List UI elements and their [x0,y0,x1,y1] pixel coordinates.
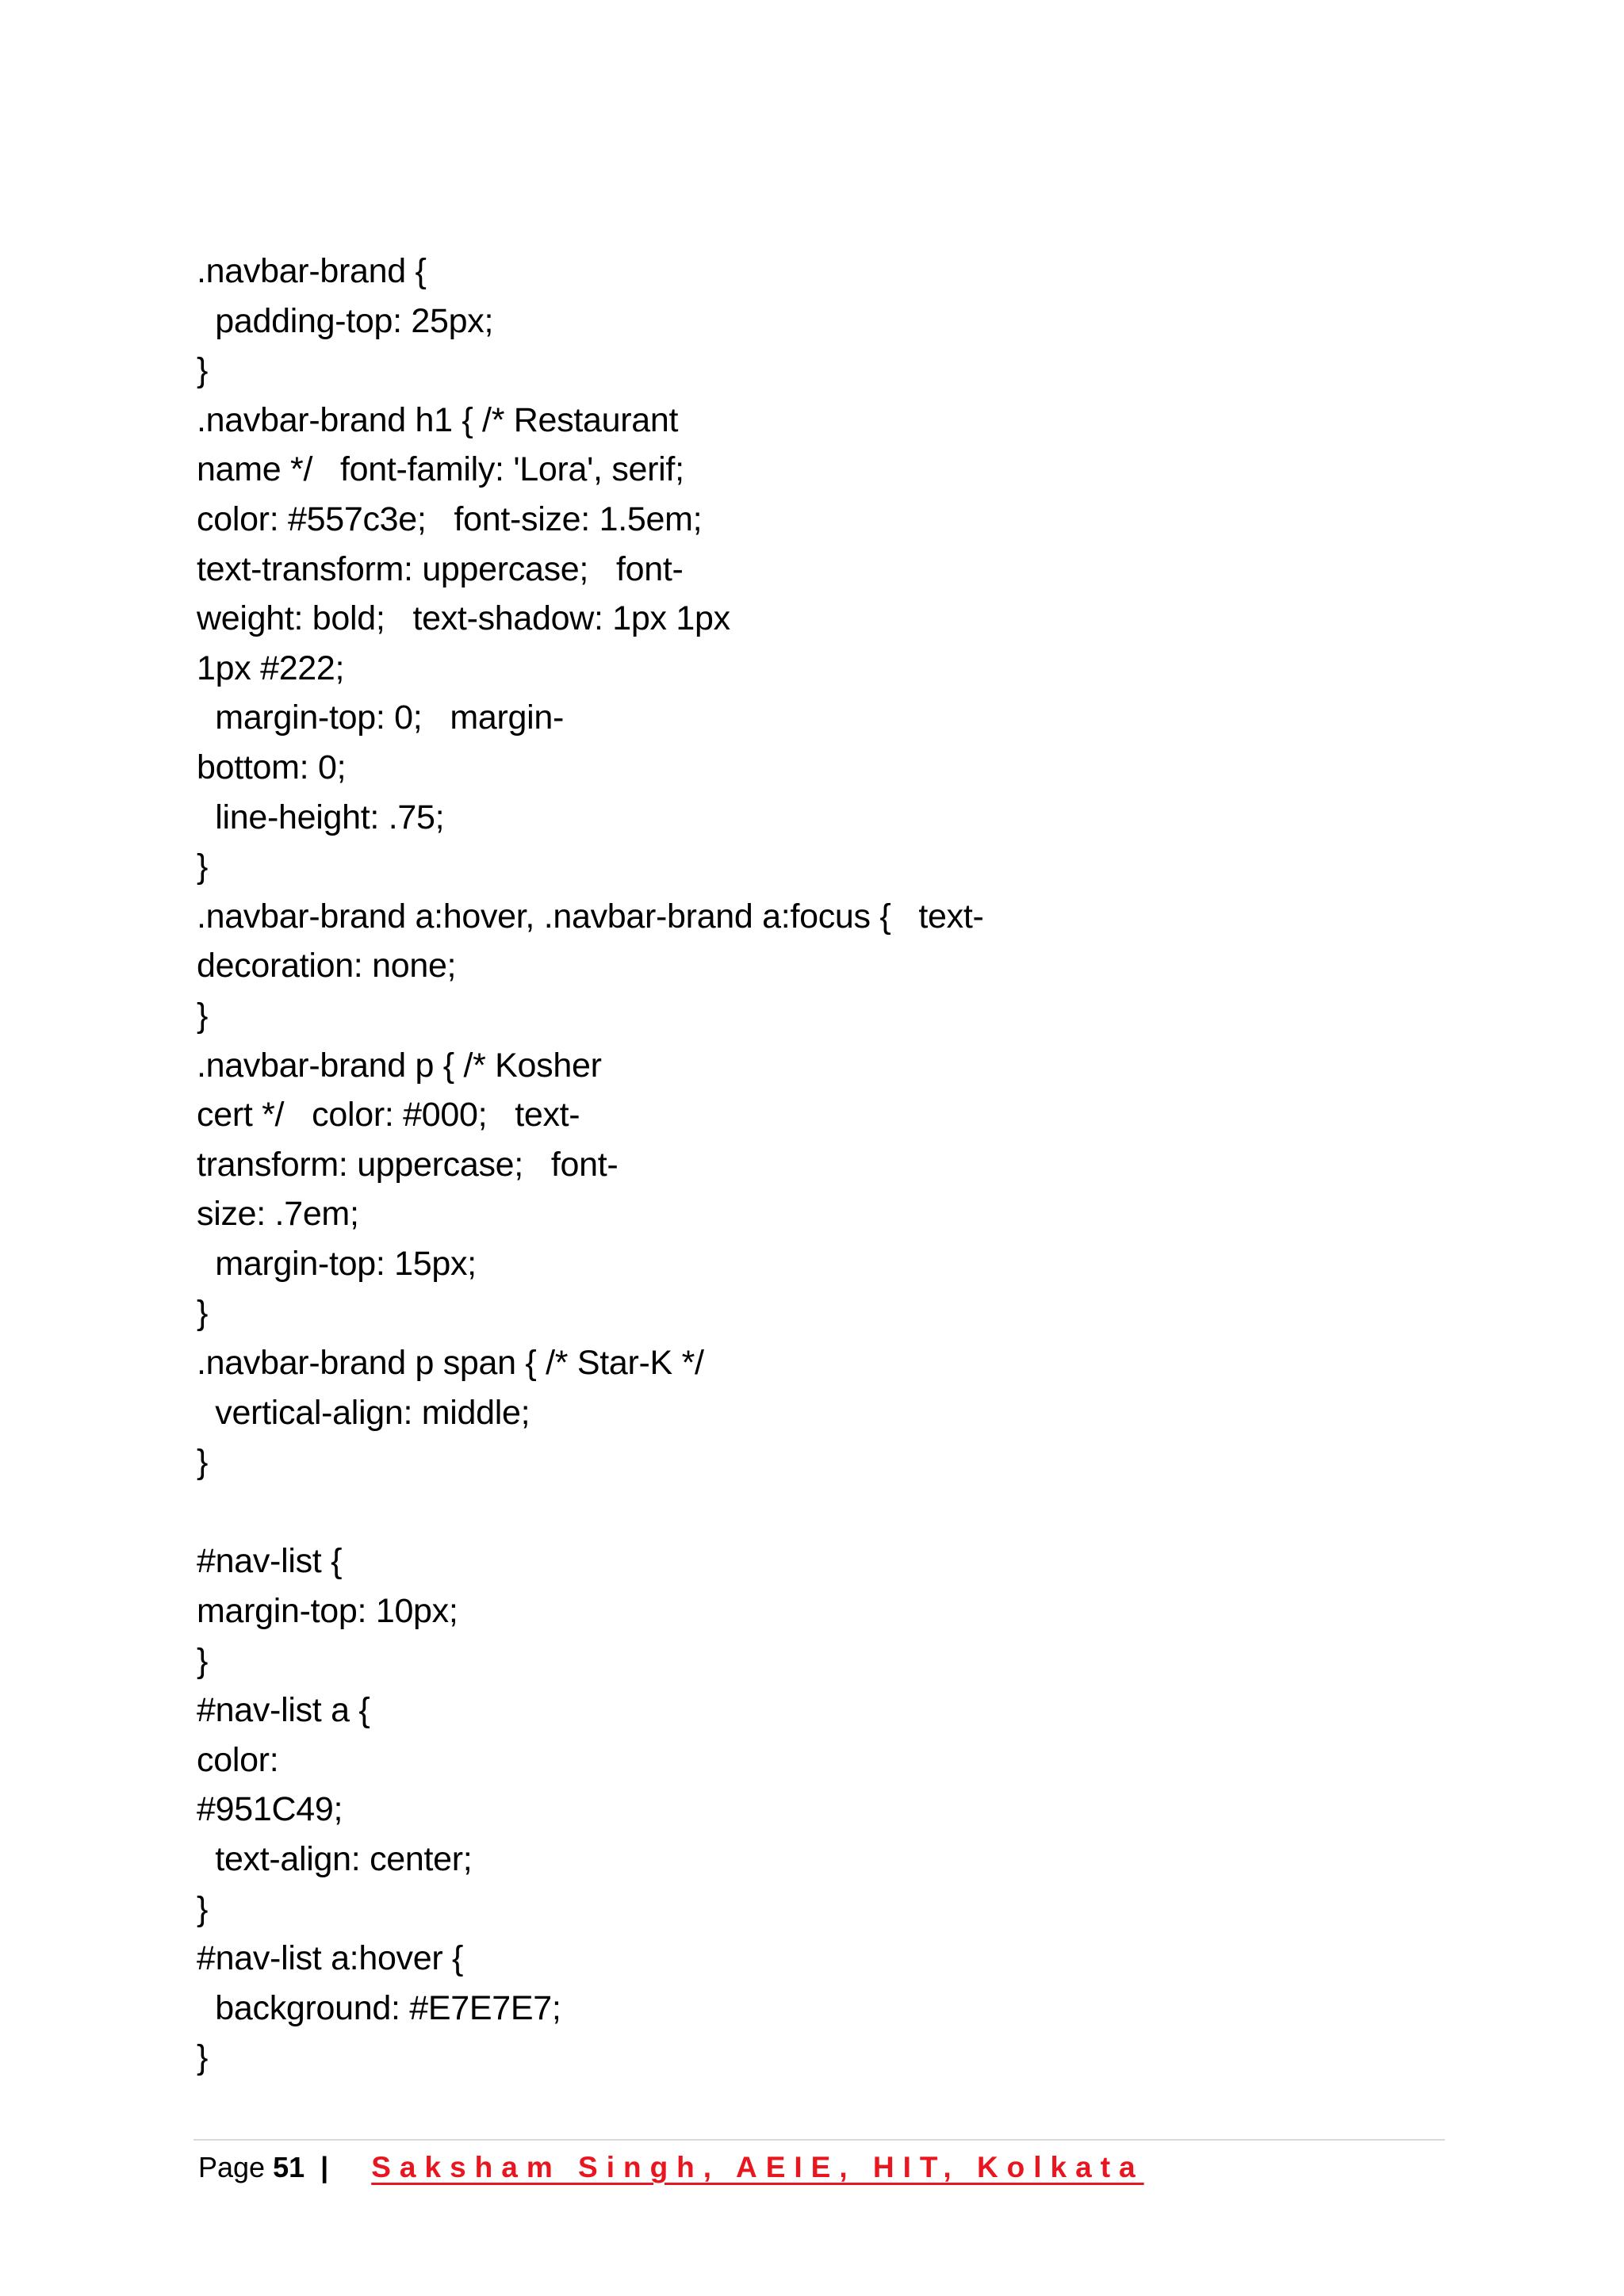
code-line: } [197,848,209,886]
code-line: color: [197,1740,279,1779]
code-line: 1px #222; [197,649,345,687]
code-line: bottom: 0; [197,748,347,786]
code-line: color: #557c3e; font-size: 1.5em; [197,499,703,538]
code-line: text-align: center; [197,1840,473,1878]
code-line: #951C49; [197,1790,343,1829]
code-line: .navbar-brand a:hover, .navbar-brand a:focus { text- [197,897,984,936]
code-line: .navbar-brand { [197,252,427,290]
code-line: #nav-list { [197,1542,343,1581]
code-line: background: #E7E7E7; [197,1988,561,2027]
code-line: } [197,996,209,1035]
page-number: 51 [273,2151,305,2183]
footer-divider [193,2139,1445,2141]
code-line: size: .7em; [197,1195,359,1234]
code-line [197,1487,1386,1537]
code-line: transform: uppercase; font- [197,1145,619,1184]
code-line: margin-top: 0; margin- [197,698,564,737]
code-line: .navbar-brand h1 { /* Restaurant [197,400,679,439]
page-label: Page [198,2151,266,2183]
code-line: .navbar-brand p span { /* Star-K */ [197,1344,704,1383]
code-line: cert */ color: #000; text- [197,1096,580,1135]
footer-separator: | [320,2151,329,2183]
code-line: } [197,1889,209,1928]
code-line: .navbar-brand p { /* Kosher [197,1046,602,1085]
code-line: weight: bold; text-shadow: 1px 1px [197,599,730,638]
code-line: line-height: .75; [197,798,445,836]
code-line: margin-top: 15px; [197,1244,477,1283]
code-line: } [197,2038,209,2077]
code-line: } [197,1641,209,1680]
page-footer [198,2144,1144,2191]
code-line: text-transform: uppercase; font- [197,549,684,588]
code-line: vertical-align: middle; [197,1393,530,1432]
code-line: name */ font-family: 'Lora', serif; [197,450,684,489]
code-line: } [197,1294,209,1333]
code-line: #nav-list a:hover { [197,1939,464,1978]
code-line: padding-top: 25px; [197,301,494,340]
code-listing [197,247,1386,2083]
code-line: } [197,351,209,390]
code-line: } [197,1443,209,1482]
code-line: #nav-list a { [197,1691,370,1730]
code-line: decoration: none; [197,947,457,985]
code-line: margin-top: 10px; [197,1592,458,1631]
author-credit: Saksham Singh, AEIE, HIT, Kolkata [371,2151,1144,2183]
